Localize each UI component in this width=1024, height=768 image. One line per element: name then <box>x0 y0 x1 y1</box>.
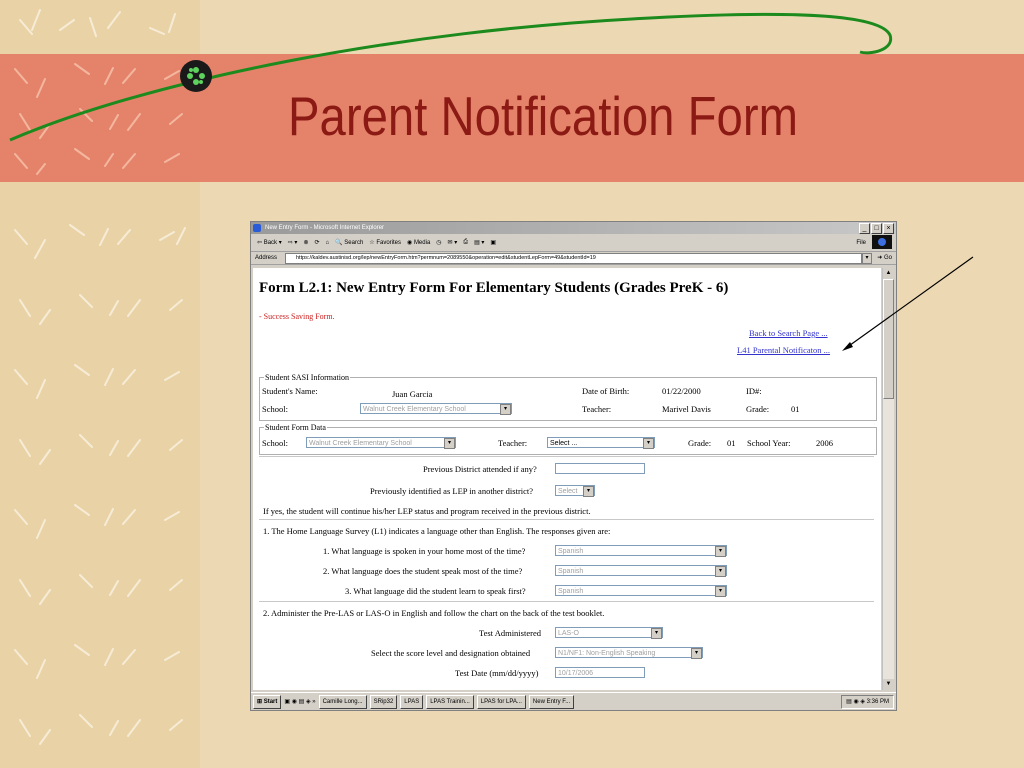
file-menu[interactable]: File <box>856 239 866 246</box>
close-button[interactable]: × <box>883 223 894 234</box>
chevron-down-icon: ▾ <box>715 586 726 597</box>
chevron-down-icon: ▾ <box>643 438 654 449</box>
refresh-button[interactable]: ⟳ <box>314 240 320 246</box>
taskbar-item-2[interactable]: SRip32 <box>370 695 398 709</box>
chevron-down-icon: ▾ <box>715 566 726 577</box>
sf-school-select[interactable]: Walnut Creek Elementary School ▾ <box>306 437 456 448</box>
test-administered-label: Test Administered <box>479 628 541 638</box>
l41-parental-notification-link[interactable]: L41 Parental Notificaton ... <box>737 345 831 355</box>
system-tray: ▤ ◉ ◈ 3:36 PM <box>841 695 894 709</box>
slide-title: Parent Notification Form <box>288 85 798 147</box>
back-button[interactable]: ⇦ Back ▾ <box>257 240 282 246</box>
edit-button[interactable]: ▤ ▾ <box>474 240 485 246</box>
teacher-label: Teacher: <box>582 404 612 414</box>
back-to-search-link[interactable]: Back to Search Page ... <box>749 328 828 338</box>
sf-grade-label: Grade: <box>688 438 712 448</box>
sasi-school-select[interactable]: Walnut Creek Elementary School ▾ <box>360 403 512 414</box>
success-message: - Success Saving Form. <box>259 312 335 321</box>
quicklaunch-icons[interactable]: ▣ ◉ ▤ ◈ » <box>284 699 316 705</box>
chevron-down-icon: ▾ <box>444 438 455 449</box>
student-name-label: Student's Name: <box>262 386 318 396</box>
taskbar-item-3[interactable]: LPAS <box>400 695 423 709</box>
student-form-legend: Student Form Data <box>265 423 326 432</box>
teacher-value: Marivel Davis <box>662 404 711 414</box>
form-heading: Form L2.1: New Entry Form For Elementary Students (Grades PreK - 6) <box>259 280 729 296</box>
chevron-down-icon: ▾ <box>715 546 726 557</box>
dob-value: 01/22/2000 <box>662 386 701 396</box>
chevron-down-icon: ▾ <box>651 628 662 639</box>
sf-teacher-select[interactable]: Select ... ▾ <box>547 437 655 448</box>
scroll-up-icon[interactable]: ▲ <box>883 268 894 279</box>
window-title: New Entry Form - Microsoft Internet Explorer <box>265 225 385 231</box>
student-name-value: Juan Garcia <box>392 389 433 399</box>
start-button[interactable]: ⊞ Start <box>253 695 281 709</box>
chevron-down-icon: ▾ <box>583 486 594 497</box>
taskbar-item-1[interactable]: Camille Long... <box>319 695 367 709</box>
sasi-legend: Student SASI Information <box>265 373 349 382</box>
sf-grade-value: 01 <box>727 438 736 448</box>
address-input[interactable]: https://kaldev.austinisd.org/lep/newEntryForm.htm?permnum=2089550&operation=edit&studentLepForm=49&studentId=19 <box>285 253 862 264</box>
sf-year-label: School Year: <box>747 438 791 448</box>
score-level-select[interactable]: N1/NF1: Non-English Speaking ▾ <box>555 647 703 658</box>
prev-district-question: Previous District attended if any? <box>423 464 537 474</box>
address-dropdown-button[interactable]: ▾ <box>862 253 872 264</box>
mail-button[interactable]: ✉ ▾ <box>447 240 458 246</box>
sf-school-label: School: <box>262 438 288 448</box>
test-administered-select[interactable]: LAS-O ▾ <box>555 627 663 638</box>
prev-lep-question: Previously identified as LEP in another district? <box>370 486 534 496</box>
taskbar-item-5[interactable]: LPAS for LPA... <box>477 695 526 709</box>
prev-lep-select[interactable]: Select ▾ <box>555 485 595 496</box>
search-button[interactable]: 🔍 Search <box>335 240 364 246</box>
school-label: School: <box>262 404 288 414</box>
hls-question-2: 2. What language does the student speak most of the time? <box>323 566 523 576</box>
hls-answer-2-select[interactable]: Spanish ▾ <box>555 565 727 576</box>
history-button[interactable]: ◷ <box>436 240 442 246</box>
favorites-button[interactable]: ☆ Favorites <box>369 240 402 246</box>
taskbar-item-6[interactable]: New Entry F... <box>529 695 574 709</box>
print-button[interactable]: ⎙ <box>463 239 469 245</box>
forward-button[interactable]: ⇨ ▾ <box>287 240 298 246</box>
address-label: Address <box>255 255 278 261</box>
grade-value: 01 <box>791 404 800 414</box>
media-button[interactable]: ◉ Media <box>407 240 431 246</box>
prev-district-note: If yes, the student will continue his/her LEP status and program received in the previous district. <box>263 506 591 516</box>
test-date-label: Test Date (mm/dd/yyyy) <box>455 668 539 678</box>
hls-question-1: 1. What language is spoken in your home most of the time? <box>323 546 526 556</box>
id-label: ID#: <box>746 386 762 396</box>
hls-answer-3-select[interactable]: Spanish ▾ <box>555 585 727 596</box>
test-date-input[interactable]: 10/17/2006 <box>555 667 645 678</box>
taskbar-item-4[interactable]: LPAS Trainin... <box>426 695 474 709</box>
dob-label: Date of Birth: <box>582 386 630 396</box>
grade-label: Grade: <box>746 404 770 414</box>
discuss-button[interactable]: ▣ <box>490 240 497 246</box>
hls-answer-1-select[interactable]: Spanish ▾ <box>555 545 727 556</box>
clock: 3:36 PM <box>866 698 889 705</box>
hls-intro: 1. The Home Language Survey (L1) indicates a language other than English. The responses given are: <box>263 526 611 536</box>
las-intro: 2. Administer the Pre-LAS or LAS-O in English and follow the chart on the back of the test booklet. <box>263 608 605 618</box>
hls-question-3: 3. What language did the student learn to speak first? <box>345 586 526 596</box>
maximize-button[interactable]: □ <box>871 223 882 234</box>
sf-teacher-label: Teacher: <box>498 438 528 448</box>
scroll-down-icon[interactable]: ▼ <box>883 679 894 690</box>
go-button[interactable]: ➜ Go <box>877 255 892 261</box>
chevron-down-icon: ▾ <box>500 404 511 415</box>
sf-year-value: 2006 <box>816 438 833 448</box>
chevron-down-icon: ▾ <box>691 648 702 659</box>
stop-button[interactable]: ⊗ <box>303 240 309 246</box>
home-button[interactable]: ⌂ <box>325 239 330 246</box>
minimize-button[interactable]: _ <box>859 223 870 234</box>
score-level-label: Select the score level and designation obtained <box>371 648 531 658</box>
